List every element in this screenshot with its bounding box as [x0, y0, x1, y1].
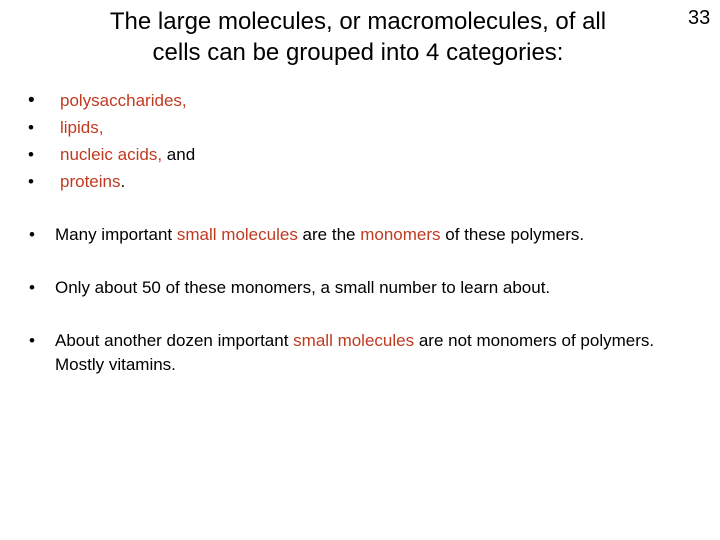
- bullet-icon: •: [28, 145, 34, 164]
- category-label: polysaccharides,: [60, 91, 187, 110]
- category-label: proteins: [60, 172, 121, 191]
- bullet-icon: •: [28, 172, 34, 191]
- list-item: [0, 87, 720, 114]
- list-item: [0, 168, 720, 195]
- category-label: nucleic acids,: [60, 145, 163, 164]
- slide-title: [50, 6, 666, 68]
- bullet-icon: •: [28, 118, 34, 137]
- category-list: [0, 87, 720, 195]
- title-line-1: The large molecules, or macromolecules, of all: [109, 8, 607, 35]
- category-label: lipids,: [60, 118, 104, 137]
- bullet-icon: •: [29, 225, 35, 244]
- title-line-2: cells can be grouped into 4 categories:: [152, 39, 564, 66]
- bullet-icon: •: [29, 331, 35, 350]
- list-item: [0, 114, 720, 141]
- category-suffix: and: [162, 145, 196, 164]
- slide-number: 33: [688, 7, 711, 29]
- highlight-small-molecules: small molecules: [176, 225, 298, 244]
- highlight-small-molecules: small molecules: [293, 331, 415, 350]
- bullet-icon: •: [29, 278, 35, 297]
- bullet-icon: •: [28, 90, 35, 111]
- highlight-monomers: monomers: [360, 225, 441, 244]
- list-item: [0, 141, 720, 168]
- category-suffix: .: [120, 172, 126, 191]
